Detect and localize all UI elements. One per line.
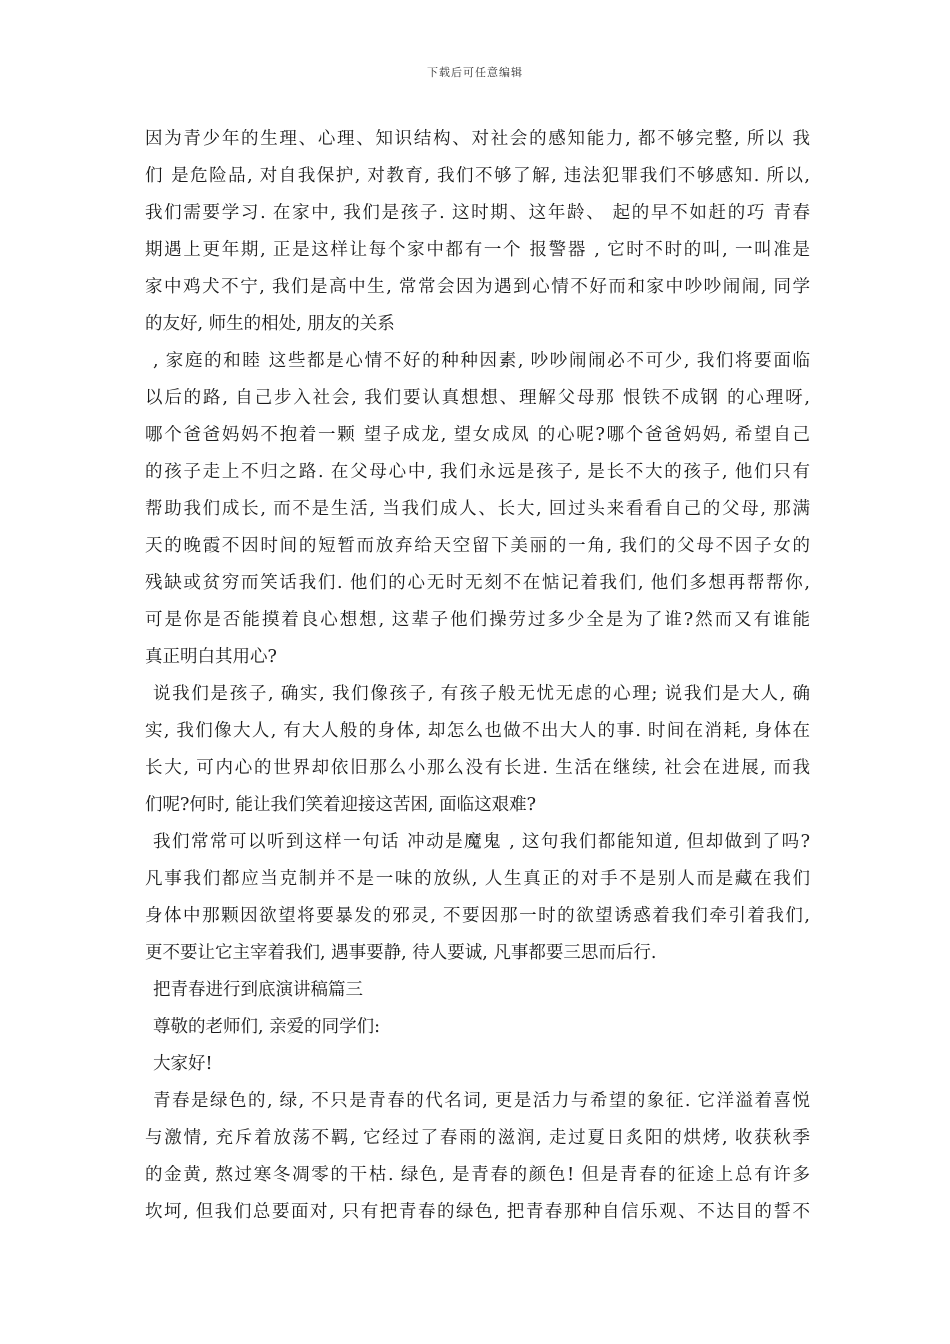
- text-line: 的友好, 师生的相处, 朋友的关系: [145, 314, 395, 334]
- text-line: 帮助我们成长, 而不是生活, 当我们成人、长大, 回过头来看看自己的父母, 那满: [145, 499, 810, 519]
- text-line: 残缺或贫穷而笑话我们. 他们的心无时无刻不在惦记着我们, 他们多想再帮帮你,: [145, 573, 810, 593]
- text-line: 天的晚霞不因时间的短暂而放弃给天空留下美丽的一角, 我们的父母不因子女的: [145, 536, 810, 556]
- text-line: 把青春进行到底演讲稿篇三: [153, 980, 363, 1000]
- text-line: 我们需要学习. 在家中, 我们是孩子. 这时期、这年龄、 起的早不如赶的巧 青春: [145, 203, 810, 223]
- text-line: 实, 我们像大人, 有大人般的身体, 却怎么也做不出大人的事. 时间在消耗, 身体在: [145, 721, 810, 741]
- text-line: 可是你是否能摸着良心想想, 这辈子他们操劳过多少全是为了谁?然而又有谁能: [145, 610, 810, 630]
- text-line: 说我们是孩子, 确实, 我们像孩子, 有孩子般无忧无虑的心理; 说我们是大人, 确: [153, 684, 810, 704]
- text-line: 真正明白其用心?: [145, 647, 277, 667]
- text-line: 更不要让它主宰着我们, 遇事要静, 待人要诚, 凡事都要三思而后行.: [145, 943, 657, 963]
- text-line: 的金黄, 熬过寒冬凋零的干枯. 绿色, 是青春的颜色! 但是青春的征途上总有许多: [145, 1165, 810, 1185]
- text-line: 我们常常可以听到这样一句话 冲动是魔鬼 , 这句我们都能知道, 但却做到了吗?: [153, 832, 810, 852]
- text-line: 身体中那颗因欲望将要暴发的邪灵, 不要因那一时的欲望诱惑着我们牵引着我们,: [145, 906, 810, 926]
- text-line: 的孩子走上不归之路. 在父母心中, 我们永远是孩子, 是长不大的孩子, 他们只有: [145, 462, 810, 482]
- text-line: 因为青少年的生理、心理、知识结构、对社会的感知能力, 都不够完整, 所以 我: [145, 129, 810, 149]
- text-line: 家中鸡犬不宁, 我们是高中生, 常常会因为遇到心情不好而和家中吵吵闹闹, 同学: [145, 277, 810, 297]
- text-line: 尊敬的老师们, 亲爱的同学们:: [153, 1017, 381, 1037]
- page-header: 下载后可任意编辑: [427, 66, 523, 79]
- text-line: , 家庭的和睦 这些都是心情不好的种种因素, 吵吵闹闹必不可少, 我们将要面临: [153, 351, 810, 371]
- text-line: 长大, 可内心的世界却依旧那么小那么没有长进. 生活在继续, 社会在进展, 而我: [145, 758, 810, 778]
- text-line: 凡事我们都应当克制并不是一味的放纵, 人生真正的对手不是别人而是藏在我们: [145, 869, 810, 889]
- text-line: 以后的路, 自己步入社会, 我们要认真想想、理解父母那 恨铁不成钢 的心理呀,: [145, 388, 810, 408]
- text-line: 大家好!: [153, 1054, 213, 1074]
- text-line: 们 是危险品, 对自我保护, 对教育, 我们不够了解, 违法犯罪我们不够感知. 所以,: [145, 166, 810, 186]
- body-text: [145, 121, 810, 1231]
- text-line: 与激情, 充斥着放荡不羁, 它经过了春雨的滋润, 走过夏日炙阳的烘烤, 收获秋季: [145, 1128, 810, 1148]
- text-line: 坎坷, 但我们总要面对, 只有把青春的绿色, 把青春那种自信乐观、不达目的誓不: [145, 1202, 810, 1222]
- text-line: 期遇上更年期, 正是这样让每个家中都有一个 报警器 , 它时不时的叫, 一叫准是: [145, 240, 810, 260]
- text-line: 们呢?何时, 能让我们笑着迎接这苦困, 面临这艰难?: [145, 795, 537, 815]
- text-line: 哪个爸爸妈妈不抱着一颗 望子成龙, 望女成凤 的心呢?哪个爸爸妈妈, 希望自己: [145, 425, 810, 445]
- text-line: 青春是绿色的, 绿, 不只是青春的代名词, 更是活力与希望的象征. 它洋溢着喜悦: [153, 1091, 810, 1111]
